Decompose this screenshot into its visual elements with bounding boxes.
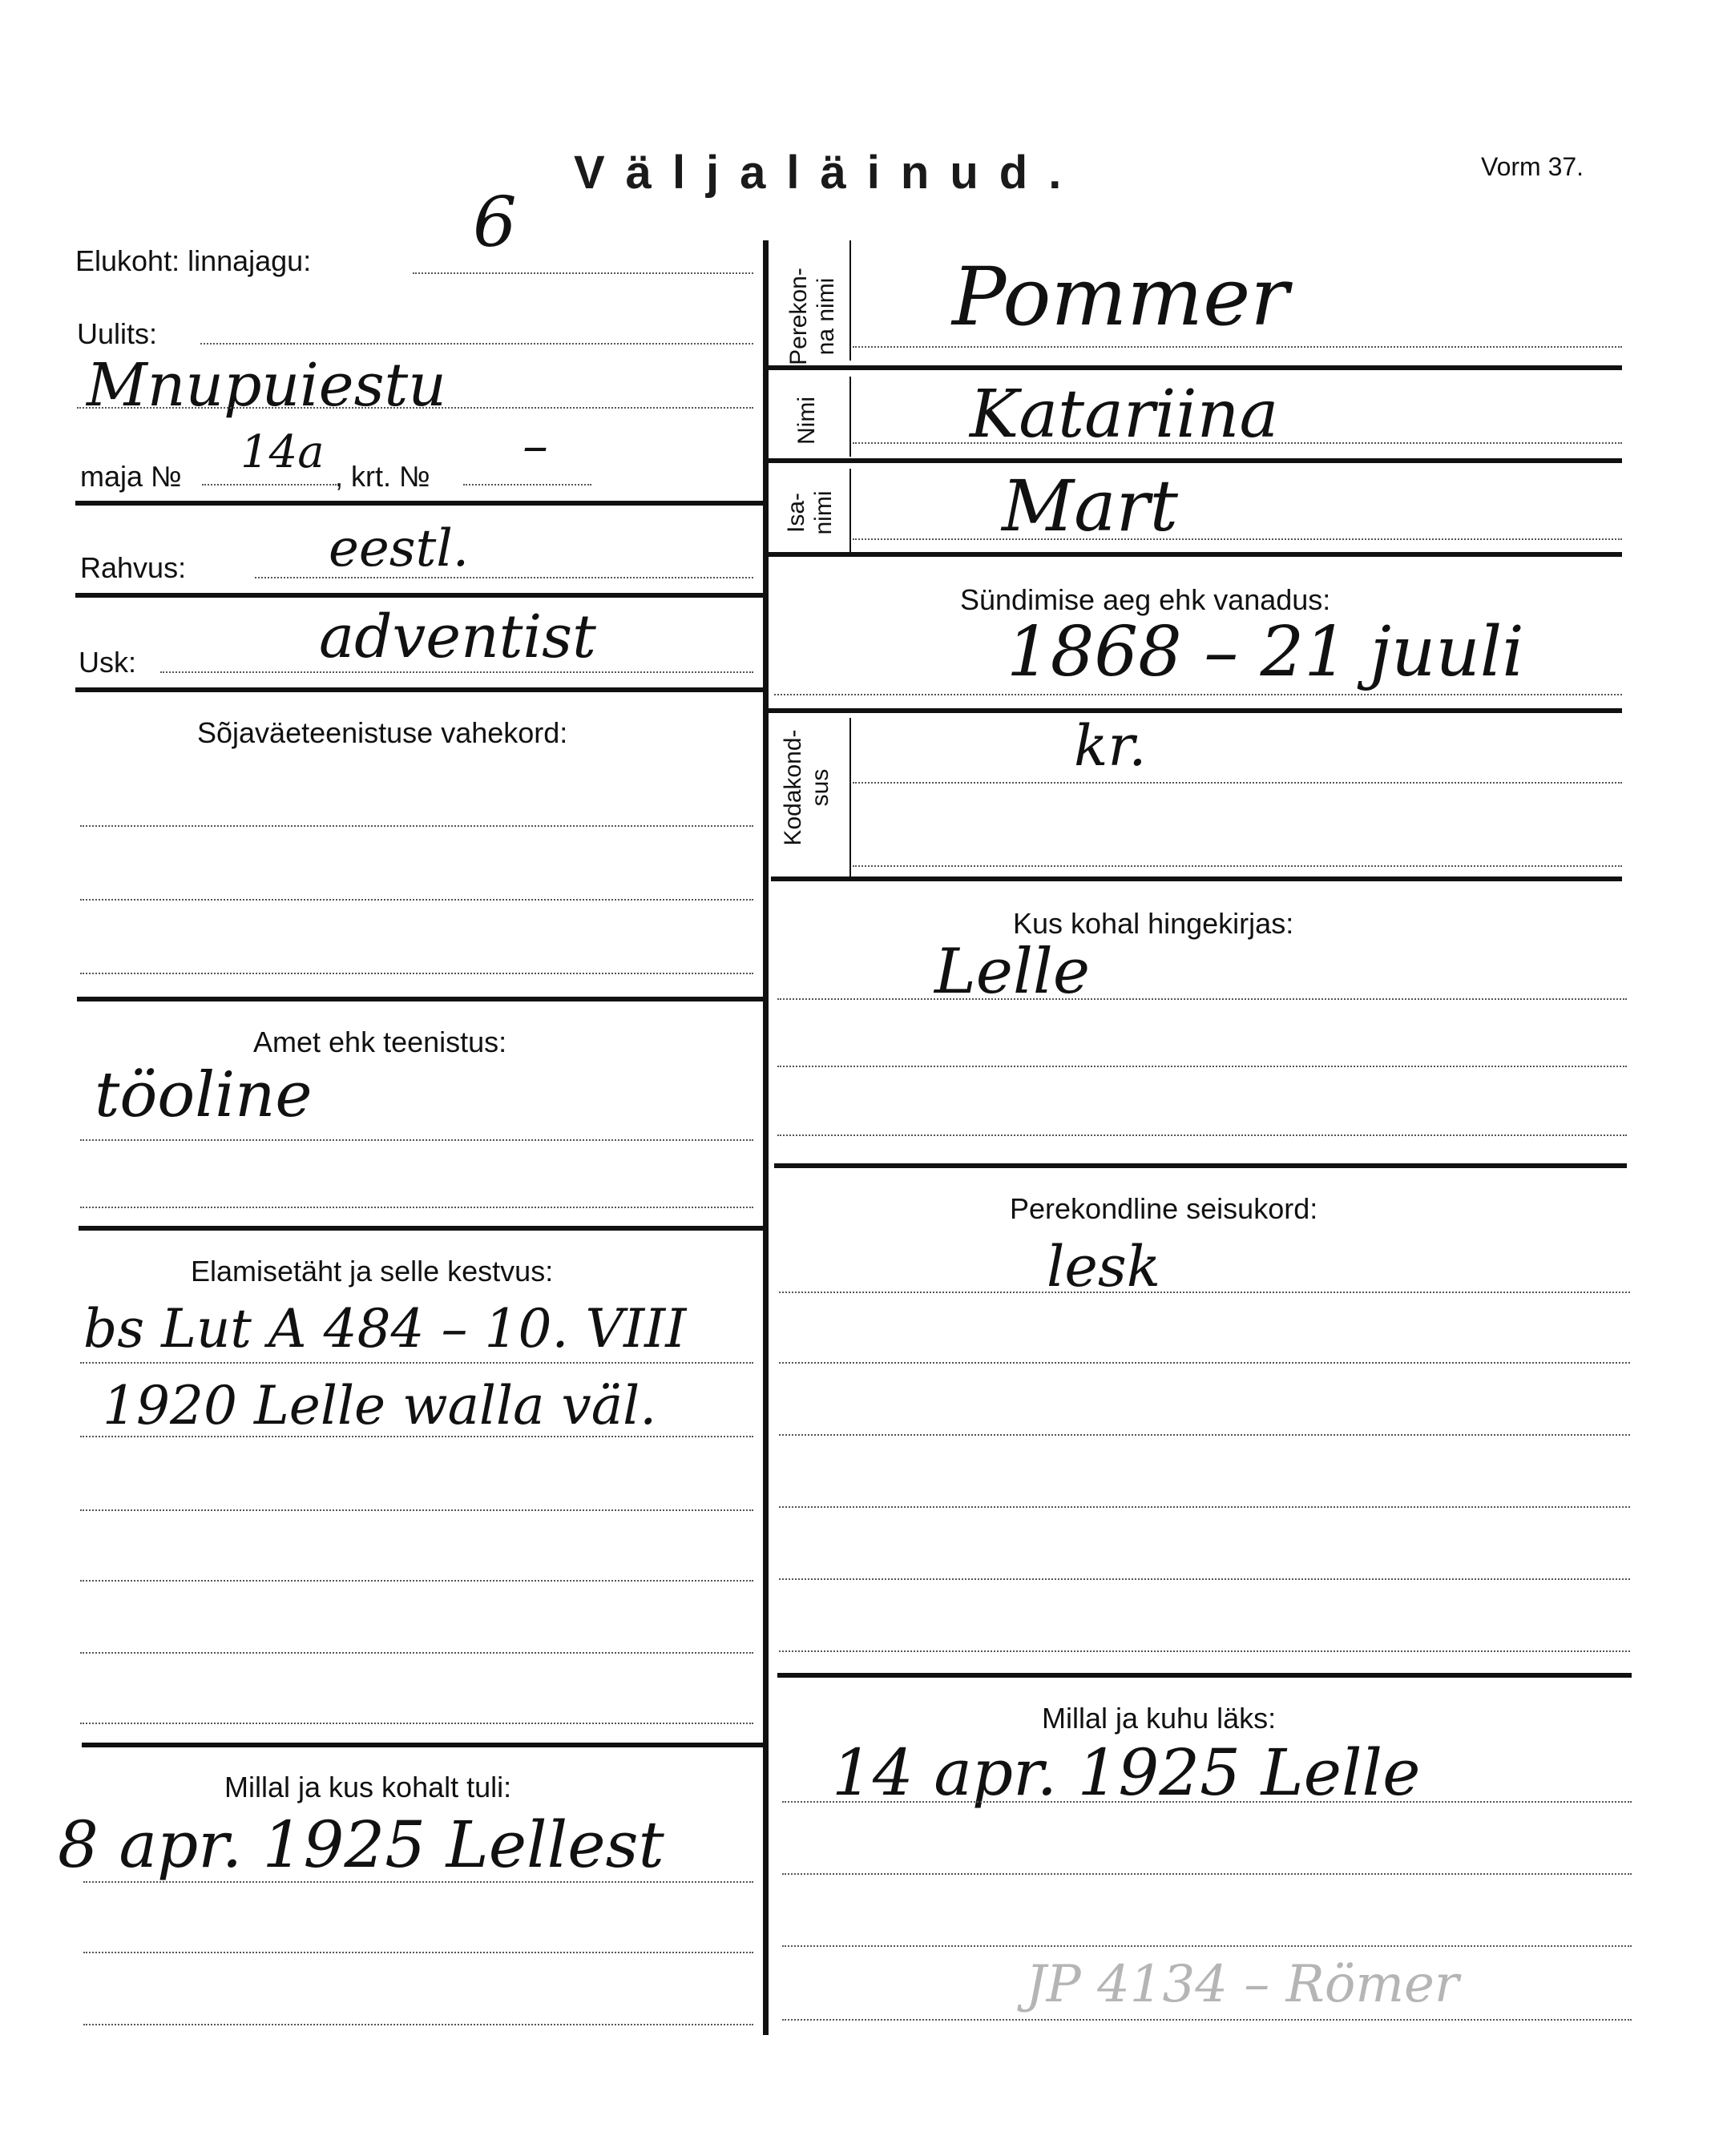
arrived-value: 8 apr. 1925 Lellest xyxy=(58,1807,664,1882)
first-name-value: Katariina xyxy=(970,377,1279,453)
parish-line-3 xyxy=(777,1134,1627,1136)
patronymic-line xyxy=(853,538,1622,540)
center-divider xyxy=(763,240,769,2035)
occupation-line-2 xyxy=(80,1207,753,1208)
surname-label-divider xyxy=(849,240,851,361)
street-label: Uulits: xyxy=(77,317,158,350)
parish-register-value: Lelle xyxy=(934,936,1091,1008)
surname-line xyxy=(853,346,1622,348)
apartment-label: , krt. № xyxy=(335,460,430,493)
military-label: Sõjaväeteenistuse vahekord: xyxy=(197,716,568,749)
form-number: Vorm 37. xyxy=(1481,152,1584,181)
military-line-1 xyxy=(80,825,753,827)
pencil-notes: JP 4134 – Römer xyxy=(1026,1955,1459,2014)
military-line-2 xyxy=(80,899,753,901)
marital-line-5 xyxy=(779,1578,1630,1580)
arrived-line-1 xyxy=(83,1881,753,1883)
residence-permit-label: Elamisetäht ja selle kestvus: xyxy=(191,1255,554,1288)
right-rule-2 xyxy=(768,458,1622,463)
right-rule-4 xyxy=(768,708,1622,713)
left-rule-4 xyxy=(77,997,763,1001)
occupation-label: Amet ehk teenistus: xyxy=(253,1026,507,1058)
patronymic-value: Mart xyxy=(1002,465,1178,547)
marital-line-4 xyxy=(779,1506,1630,1508)
birth-value: 1868 – 21 juuli xyxy=(1007,612,1524,692)
residence-line-6 xyxy=(80,1723,753,1724)
marital-status-value: lesk xyxy=(1047,1234,1161,1300)
right-rule-6 xyxy=(774,1163,1627,1168)
residence-line-1 xyxy=(80,1362,753,1364)
religion-line xyxy=(160,671,753,673)
patronymic-label: Isa- nimi xyxy=(783,490,837,535)
citizenship-label-divider xyxy=(849,718,851,878)
departed-value: 14 apr. 1925 Lelle xyxy=(832,1735,1421,1810)
departed-line-4 xyxy=(782,2019,1632,2021)
form-title: Väljaläinud. xyxy=(574,147,1083,199)
surname-label: Perekon- na nimi xyxy=(785,268,839,365)
marital-status-label: Perekondline seisukord: xyxy=(1010,1192,1318,1225)
arrived-line-3 xyxy=(83,2024,753,2025)
residence-line-3 xyxy=(80,1509,753,1511)
arrived-label: Millal ja kus kohalt tuli: xyxy=(224,1771,512,1803)
right-rule-5 xyxy=(771,877,1622,881)
occupation-value: töoline xyxy=(95,1059,313,1131)
left-rule-1 xyxy=(75,501,763,506)
house-label: maja № xyxy=(80,460,182,493)
house-line xyxy=(202,484,337,486)
birth-line xyxy=(774,694,1622,695)
marital-line-1 xyxy=(779,1292,1630,1293)
citizenship-value: kr. xyxy=(1074,713,1147,779)
departed-line-1 xyxy=(782,1801,1632,1803)
apartment-value: – xyxy=(523,417,548,476)
surname-value: Pommer xyxy=(952,250,1289,344)
arrived-line-2 xyxy=(83,1952,753,1953)
apartment-line xyxy=(463,484,591,486)
residence-line-4 xyxy=(80,1580,753,1582)
citizenship-line-2 xyxy=(853,865,1622,867)
military-line-3 xyxy=(80,973,753,974)
religion-label: Usk: xyxy=(79,646,136,679)
right-rule-1 xyxy=(768,365,1622,370)
departed-line-2 xyxy=(782,1873,1632,1875)
left-rule-6 xyxy=(82,1743,763,1747)
first-name-label-divider xyxy=(849,377,851,457)
nationality-value: eestl. xyxy=(329,519,470,578)
marital-line-2 xyxy=(779,1362,1630,1364)
left-rule-3 xyxy=(75,687,763,692)
nationality-label: Rahvus: xyxy=(80,551,187,584)
district-label: Elukoht: linnajagu: xyxy=(75,244,312,277)
residence-permit-line2: 1920 Lelle walla väl. xyxy=(103,1375,657,1437)
left-rule-5 xyxy=(79,1226,763,1231)
residence-permit-line1: bs Lut A 484 – 10. VIII xyxy=(83,1298,687,1360)
departed-line-3 xyxy=(782,1945,1632,1947)
residence-line-5 xyxy=(80,1652,753,1654)
parish-register-label: Kus kohal hingekirjas: xyxy=(1013,907,1294,940)
marital-line-6 xyxy=(779,1650,1630,1652)
right-rule-3 xyxy=(768,552,1622,557)
patronymic-label-divider xyxy=(849,469,851,557)
parish-line-2 xyxy=(777,1066,1627,1067)
occupation-line-1 xyxy=(80,1139,753,1141)
marital-line-3 xyxy=(779,1434,1630,1436)
parish-line-1 xyxy=(777,998,1627,1000)
residence-line-2 xyxy=(80,1436,753,1437)
first-name-label: Nimi xyxy=(793,397,820,445)
house-value: 14a xyxy=(240,426,325,478)
left-rule-2 xyxy=(75,593,763,598)
right-rule-7 xyxy=(777,1673,1632,1678)
departed-label: Millal ja kuhu läks: xyxy=(1042,1702,1277,1735)
district-value: 6 xyxy=(473,183,517,263)
street-line-2 xyxy=(77,407,753,409)
citizenship-label: Kodakond- sus xyxy=(780,729,833,846)
street-value: Mnupuiestu xyxy=(87,351,446,420)
district-line xyxy=(413,272,753,274)
citizenship-line-1 xyxy=(853,782,1622,784)
first-name-line xyxy=(853,442,1622,444)
street-line-1 xyxy=(200,343,753,345)
religion-value: adventist xyxy=(319,602,596,671)
birth-label: Sündimise aeg ehk vanadus: xyxy=(960,583,1331,616)
